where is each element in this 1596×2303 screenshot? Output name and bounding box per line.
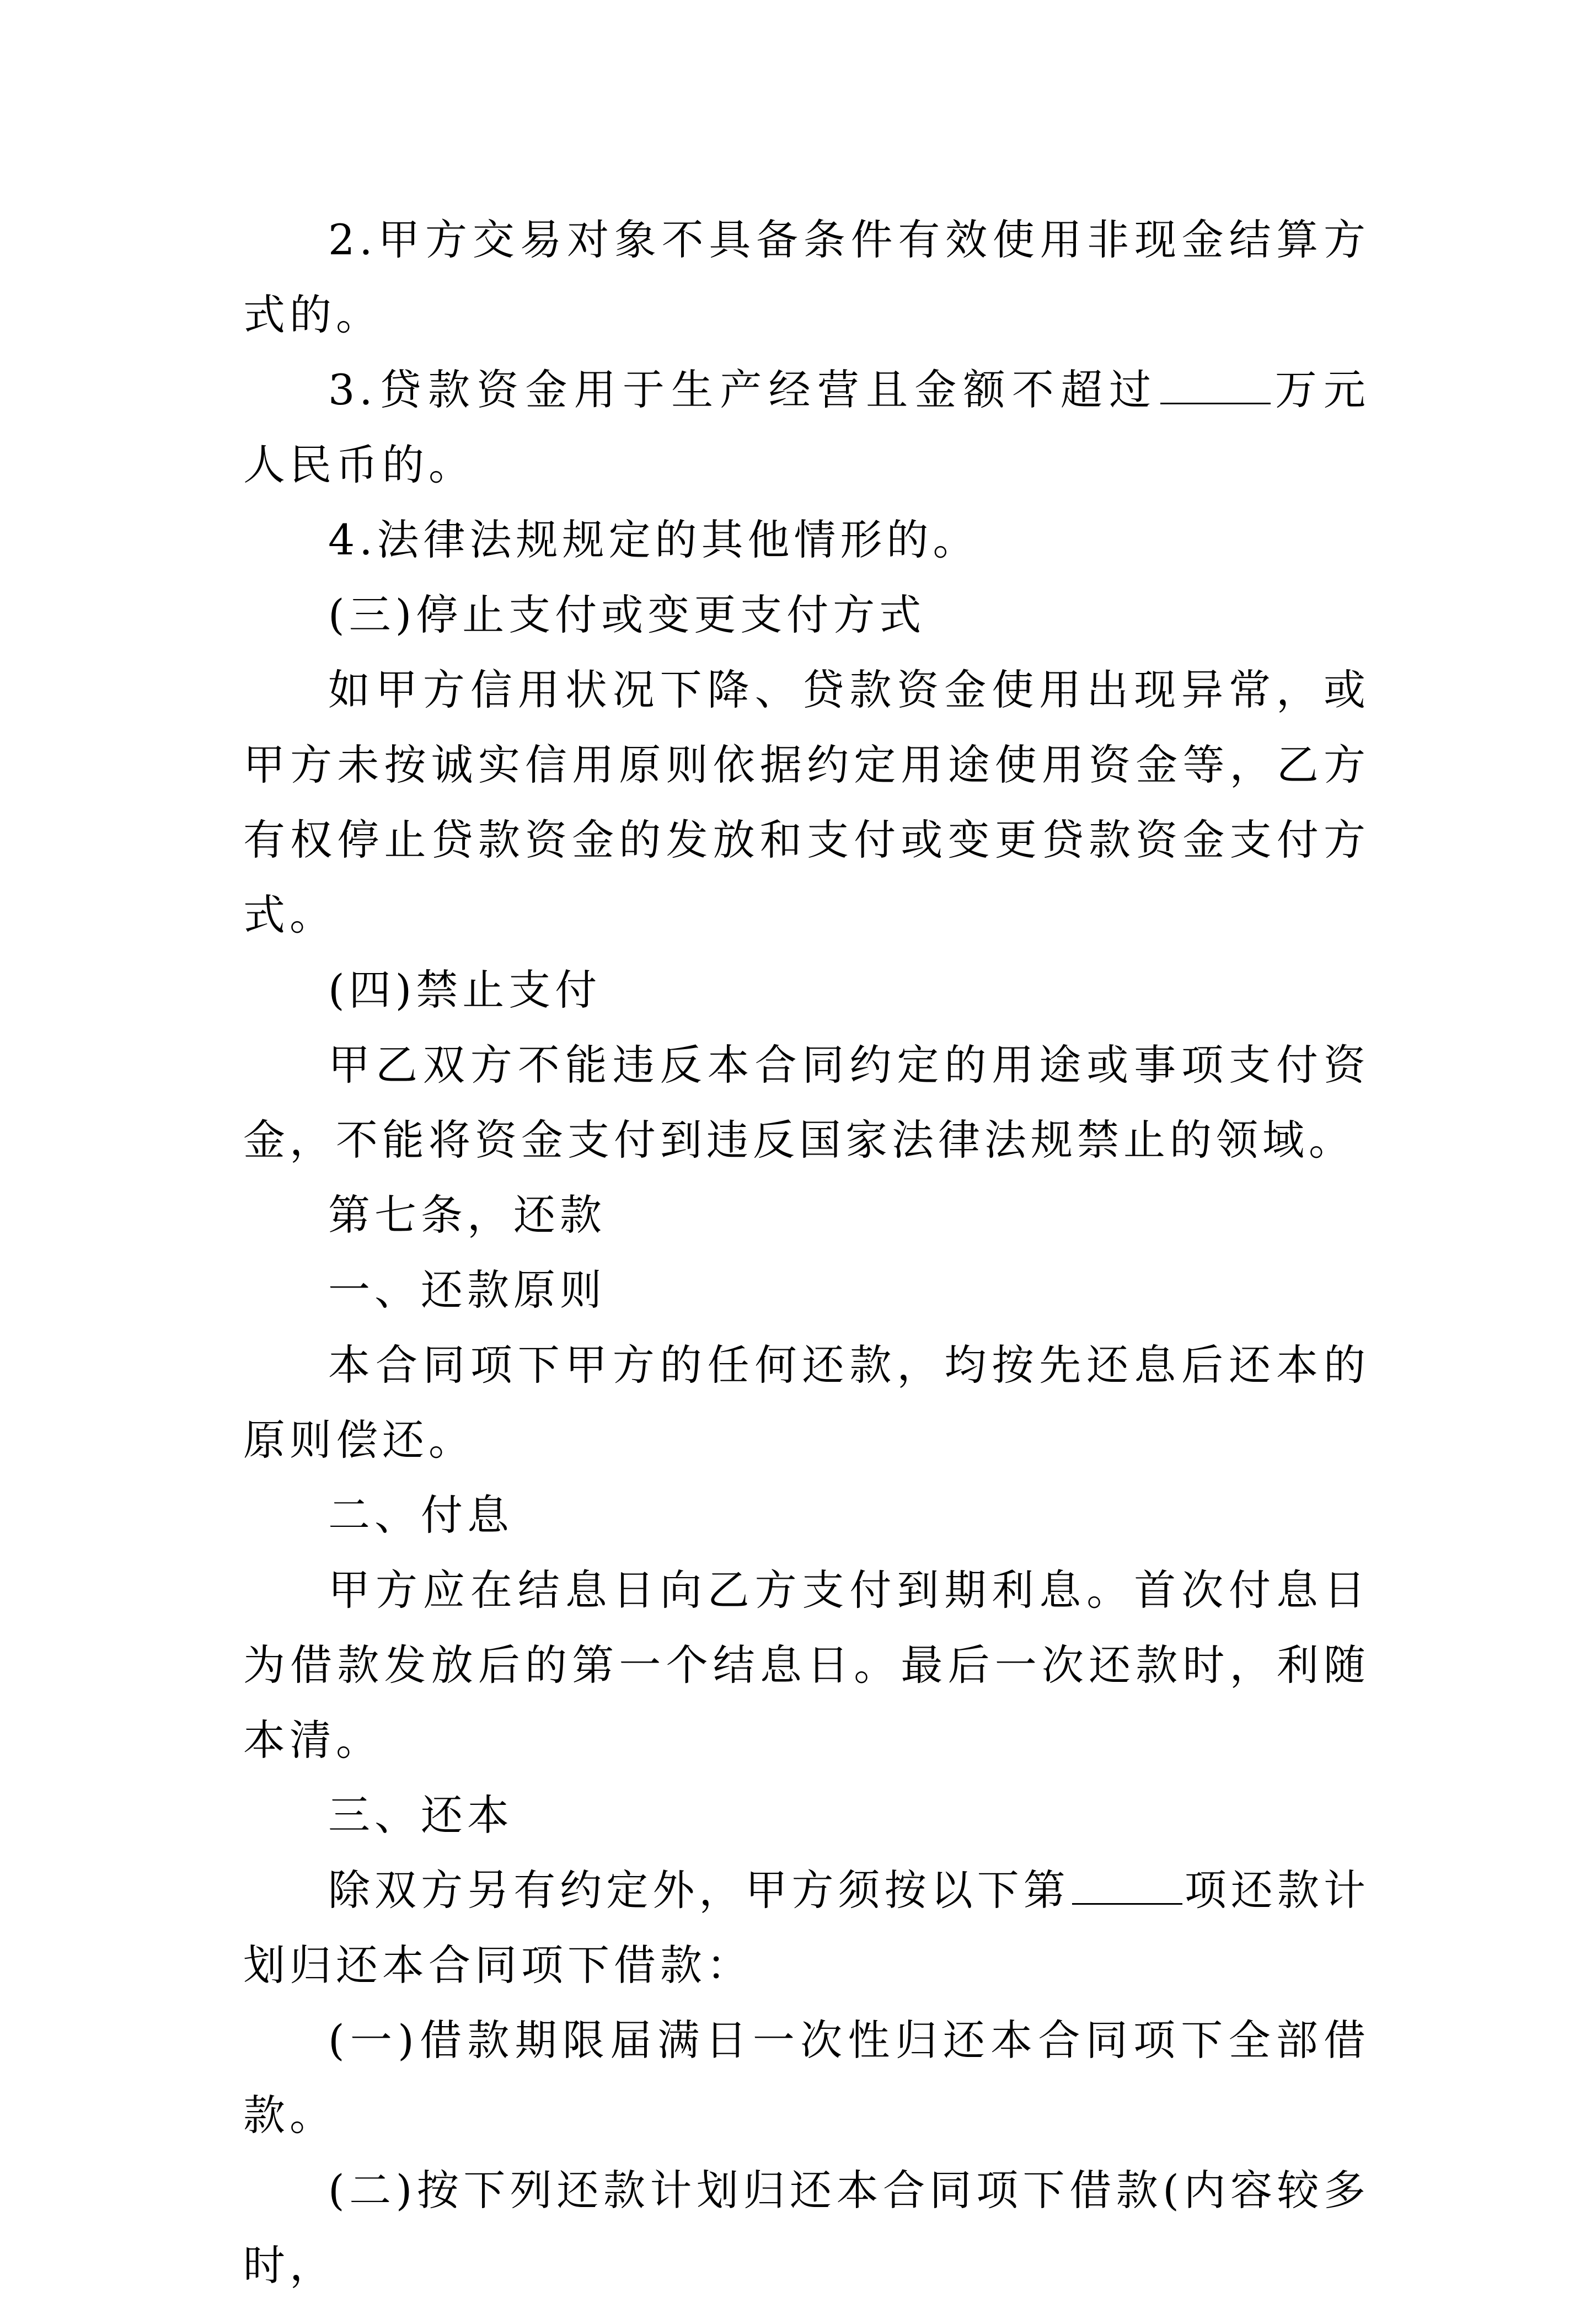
paragraph-item-2 — [243, 202, 1370, 352]
heading-text: (四)禁止支付 — [328, 965, 602, 1014]
paragraph-item-3 — [243, 352, 1370, 503]
fill-in-blank-amount[interactable] — [1160, 402, 1271, 404]
heading-text: 第七条，还款 — [328, 1190, 606, 1239]
document-body — [243, 202, 1370, 2303]
paragraph-prohibit-payment — [243, 1028, 1370, 1178]
heading-text: 二、付息 — [328, 1490, 513, 1540]
paragraph-text: 除双方另有约定外，甲方须按以下第 — [328, 1866, 1070, 1915]
section-heading-interest — [243, 1478, 1370, 1553]
fill-in-blank-plan-number[interactable] — [1072, 1903, 1182, 1905]
article-heading-repayment — [243, 1178, 1370, 1253]
heading-text: 三、还本 — [328, 1791, 513, 1840]
paragraph-text: 如甲方信用状况下降、贷款资金使用出现异常，或甲方未按诚实信用原则依据约定用途使用资金等，乙方有权停止贷款资金的发放和支付或变更贷款资金支付方式。 — [243, 665, 1370, 939]
paragraph-text: 3.贷款资金用于生产经营且金额不超过 — [328, 365, 1158, 414]
list-item-plan-1 — [243, 2003, 1370, 2153]
paragraph-text: (二)按下列还款计划归还本合同项下借款(内容较多时， — [243, 2166, 1370, 2290]
subsection-heading-stop-payment — [243, 578, 1370, 653]
paragraph-text: 甲方应在结息日向乙方支付到期利息。首次付息日为借款发放后的第一个结息日。最后一次还款时，利随本清。 — [243, 1565, 1370, 1765]
paragraph-item-4 — [243, 503, 1370, 578]
paragraph-text-after-blank: 万元人民币的。 — [243, 365, 1370, 489]
subsection-heading-prohibit-payment — [243, 953, 1370, 1028]
paragraph-text: 2.甲方交易对象不具备条件有效使用非现金结算方式的。 — [243, 215, 1370, 339]
list-item-plan-2 — [243, 2153, 1370, 2303]
paragraph-text: 本合同项下甲方的任何还款，均按先还息后还本的原则偿还。 — [243, 1340, 1370, 1465]
paragraph-principal — [243, 1853, 1370, 2003]
paragraph-interest — [243, 1553, 1370, 1778]
paragraph-text: 甲乙双方不能违反本合同约定的用途或事项支付资金，不能将资金支付到违反国家法律法规禁止的领域。 — [243, 1040, 1370, 1164]
paragraph-stop-payment — [243, 653, 1370, 953]
section-heading-principal — [243, 1778, 1370, 1853]
section-heading-repayment-principle — [243, 1253, 1370, 1328]
heading-text: (三)停止支付或变更支付方式 — [328, 590, 926, 639]
paragraph-text: 4.法律法规规定的其他情形的。 — [328, 515, 979, 564]
paragraph-text: (一)借款期限届满日一次性归还本合同项下全部借款。 — [243, 2016, 1370, 2140]
paragraph-text-after-blank: 项还款计划归还本合同项下借款： — [243, 1866, 1370, 1990]
paragraph-repayment-principle — [243, 1328, 1370, 1478]
heading-text: 一、还款原则 — [328, 1265, 606, 1315]
